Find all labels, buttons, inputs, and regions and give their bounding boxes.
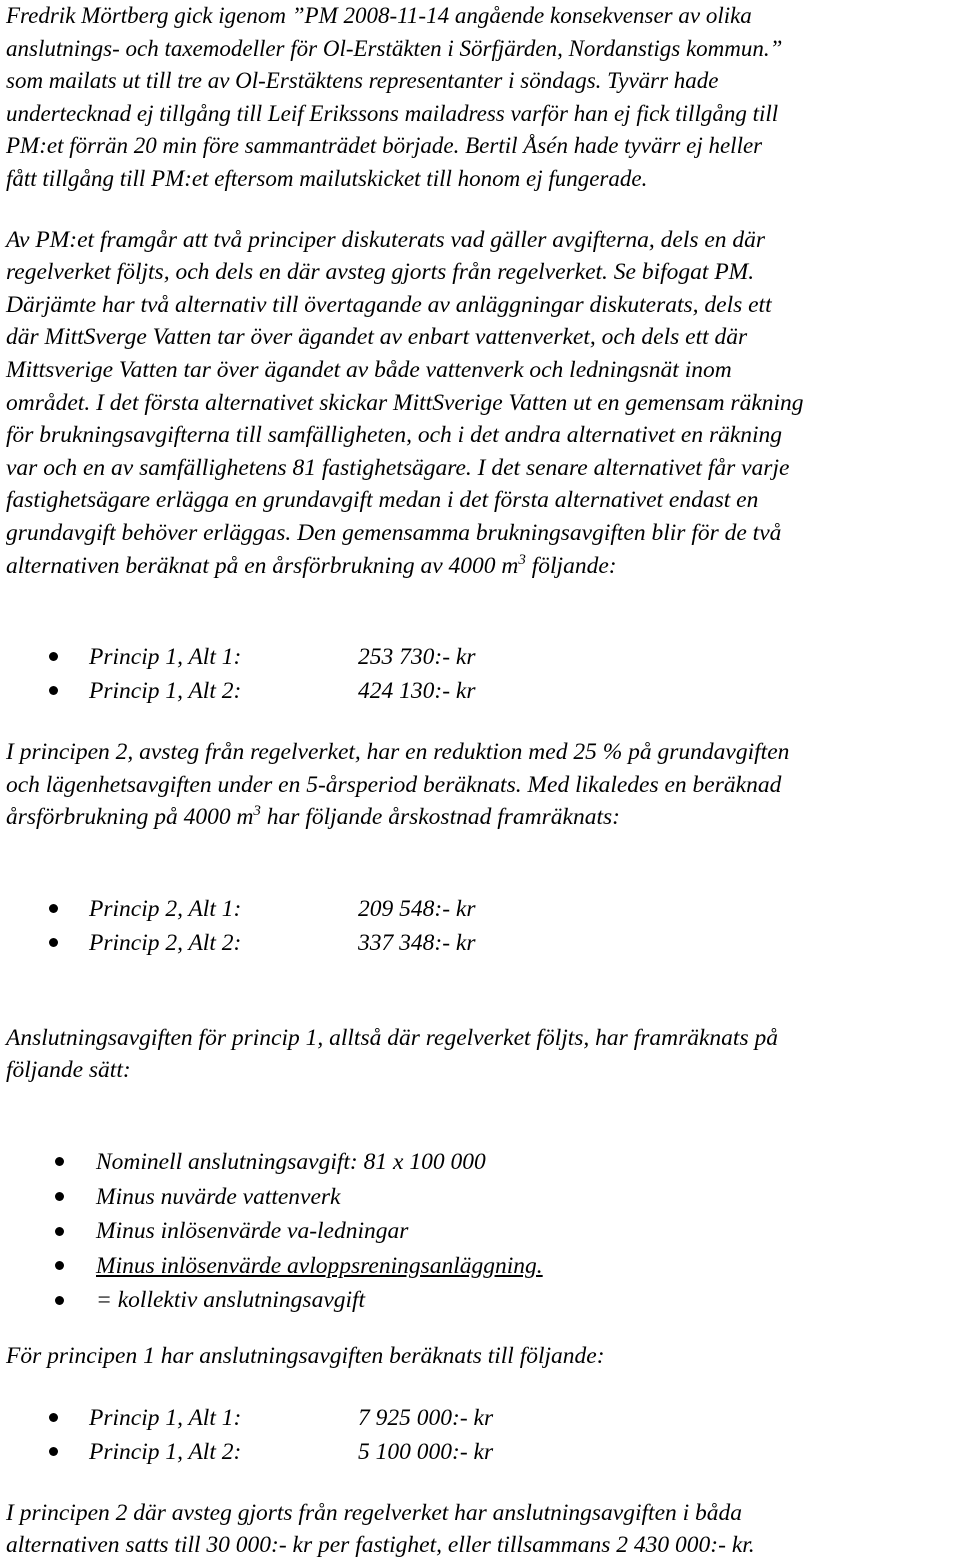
document-page <box>6 0 956 1562</box>
text-line: PM:et förrän 20 min före sammanträdet började. Bertil Åsén hade tyvärr ej heller <box>6 133 763 159</box>
text-line: som mailats ut till tre av Ol-Erstäktens representanter i söndags. Tyvärr hade <box>6 68 719 94</box>
text-line: och lägenhetsavgiften under en 5-årsperiod beräknats. Med likaledes en beräknad <box>6 771 782 798</box>
fee-value: 5 100 000:- kr <box>358 1438 494 1465</box>
list-item <box>6 1283 956 1318</box>
closing-paragraph <box>6 1497 956 1562</box>
fee-label: Princip 1, Alt 2: <box>89 678 242 705</box>
bullet-icon <box>55 1296 64 1305</box>
usage-fee-list-principle-2 <box>6 892 956 960</box>
text-line: regelverket följts, och dels en där avsteg gjorts från regelverket. Se bifogat PM. <box>6 259 755 286</box>
cubic-exponent: 3 <box>253 803 261 820</box>
list-item <box>6 1180 956 1215</box>
bullet-icon <box>55 1261 64 1270</box>
list-item <box>6 1214 956 1249</box>
text-line: fastighetsägare erlägga en grundavgift medan i det första alternativet endast en <box>6 487 759 514</box>
bullet-icon <box>55 1157 64 1166</box>
bullet-icon <box>55 1192 64 1201</box>
step-text: Nominell anslutningsavgift: 81 x 100 000 <box>96 1149 486 1176</box>
usage-fee-list-principle-1 <box>6 640 956 708</box>
fee-value: 209 548:- kr <box>358 895 476 922</box>
text-line: Därjämte har två alternativ till övertagande av anläggningar diskuterats, dels ett <box>6 291 772 318</box>
fee-label: Princip 2, Alt 2: <box>89 929 242 956</box>
connection-fee-paragraph <box>6 1022 956 1087</box>
connection-result-paragraph <box>6 1340 956 1373</box>
text-line: för brukningsavgifterna till samfälligheten, och i det andra alternativet en räkning <box>6 422 783 449</box>
list-item <box>6 1401 956 1435</box>
fee-label: Princip 1, Alt 2: <box>89 1438 242 1465</box>
fee-value: 7 925 000:- kr <box>358 1404 494 1431</box>
list-item <box>6 640 956 674</box>
list-item <box>6 1145 956 1180</box>
bullet-icon <box>49 904 58 913</box>
bullet-icon <box>49 938 58 947</box>
text-line: där MittSverge Vatten tar över ägandet av enbart vattenverket, och dels ett där <box>6 324 748 351</box>
list-item <box>6 1249 956 1284</box>
text-line: har följande årskostnad framräknats: <box>260 804 620 831</box>
text-line: var och en av samfällighetens 81 fastighetsägare. I det senare alternativet får varje <box>6 454 790 481</box>
fee-label: Princip 1, Alt 1: <box>89 1404 242 1431</box>
text-line: grundavgift behöver erläggas. Den gemensamma brukningsavgiften blir för de två <box>6 519 782 546</box>
text-line: Anslutningsavgiften för princip 1, alltså där regelverket följts, har framräknats på <box>6 1024 778 1051</box>
list-item <box>6 892 956 926</box>
fee-label: Princip 2, Alt 1: <box>89 895 242 922</box>
step-text: = kollektiv anslutningsavgift <box>96 1287 366 1314</box>
text-line: undertecknad ej tillgång till Leif Erikssons mailadress varför han ej fick tillgång till <box>6 100 779 126</box>
text-line: I principen 2 där avsteg gjorts från regelverket har anslutningsavgiften i båda <box>6 1499 743 1526</box>
text-line: årsförbrukning på 4000 m <box>6 804 254 831</box>
step-text: Minus inlösenvärde avloppsreningsanläggning. <box>96 1252 543 1279</box>
list-item <box>6 1435 956 1469</box>
text-line: Av PM:et framgår att två principer diskuterats vad gäller avgifterna, dels en där <box>6 226 766 253</box>
fee-value: 424 130:- kr <box>358 678 476 705</box>
text-line: Fredrik Mörtberg gick igenom ”PM 2008-11-14 angående konsekvenser av olika <box>6 3 752 28</box>
calculation-steps-list <box>6 1145 956 1318</box>
list-item <box>6 926 956 960</box>
text-line: följande sätt: <box>6 1057 131 1084</box>
text-line: fått tillgång till PM:et eftersom mailutskicket till honom ej fungerade. <box>6 165 648 191</box>
text-line: För principen 1 har anslutningsavgiften beräknats till följande: <box>6 1343 605 1370</box>
step-text: Minus inlösenvärde va-ledningar <box>96 1218 409 1245</box>
text-line: alternativen satts till 30 000:- kr per fastighet, eller tillsammans 2 430 000:- kr. <box>6 1532 755 1559</box>
text-line: alternativen beräknat på en årsförbrukning av 4000 m <box>6 552 519 579</box>
bullet-icon <box>49 1413 58 1422</box>
principle-2-paragraph <box>6 736 956 834</box>
text-line: I principen 2, avsteg från regelverket, har en reduktion med 25 % på grundavgiften <box>6 739 790 766</box>
fee-label: Princip 1, Alt 1: <box>89 644 242 671</box>
text-line: anslutnings- och taxemodeller för Ol-Erstäkten i Sörfjärden, Nordanstigs kommun.” <box>6 35 783 61</box>
connection-fee-list-principle-1 <box>6 1401 956 1469</box>
text-line: följande: <box>525 552 617 579</box>
fee-value: 337 348:- kr <box>358 929 476 956</box>
text-line: Mittsverige Vatten tar över ägandet av både vattenverk och ledningsnät inom <box>6 356 732 383</box>
cubic-exponent: 3 <box>518 551 526 568</box>
intro-paragraph <box>6 0 956 196</box>
step-text: Minus nuvärde vattenverk <box>96 1183 341 1210</box>
bullet-icon <box>49 1447 58 1456</box>
fee-value: 253 730:- kr <box>358 644 476 671</box>
bullet-icon <box>49 652 58 661</box>
principles-paragraph <box>6 224 956 583</box>
text-line: området. I det första alternativet skickar MittSverige Vatten ut en gemensam räkning <box>6 389 804 416</box>
bullet-icon <box>55 1227 64 1236</box>
bullet-icon <box>49 686 58 695</box>
list-item <box>6 674 956 708</box>
